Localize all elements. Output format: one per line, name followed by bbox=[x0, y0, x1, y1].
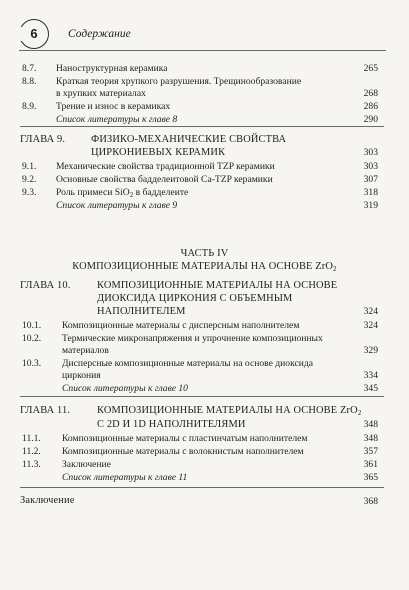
toc-entry-text: Термические микронапряжения и упрочнение композиционных bbox=[62, 333, 323, 344]
toc-entry-num: 11.1. bbox=[22, 433, 41, 444]
chapter-title: ДИОКСИДА ЦИРКОНИЯ С ОБЪЕМНЫМ bbox=[97, 293, 293, 304]
toc-entry-page: 324 bbox=[363, 320, 378, 331]
chapter-label: ГЛАВА 9. bbox=[20, 134, 66, 145]
toc-entry-page: 345 bbox=[363, 383, 378, 394]
page-number: 6 bbox=[30, 26, 38, 41]
toc-entry-text: Дисперсные композиционные материалы на основе диоксида bbox=[62, 358, 314, 369]
toc-entry-page: 318 bbox=[363, 187, 378, 198]
toc-entry-page: 319 bbox=[363, 200, 378, 211]
chapter-title: КОМПОЗИЦИОННЫЕ МАТЕРИАЛЫ НА ОСНОВЕ bbox=[97, 280, 338, 291]
page-number-badge bbox=[19, 19, 49, 49]
chapter-page: 348 bbox=[363, 419, 378, 430]
toc-entry-page: 357 bbox=[363, 446, 378, 457]
chapter-title: ЦИРКОНИЕВЫХ КЕРАМИК bbox=[91, 147, 226, 158]
toc-entry-num: 9.3. bbox=[22, 187, 37, 198]
toc-entry-text: Наноструктурная керамика bbox=[56, 63, 168, 74]
toc-entry-text-cont: циркония bbox=[62, 370, 101, 381]
toc-entry-page: 368 bbox=[363, 496, 378, 507]
toc-entry-text: Трение и износ в керамиках bbox=[56, 101, 171, 112]
part-label: ЧАСТЬ IV bbox=[180, 248, 229, 259]
toc-entry-text-cont: в хрупких материалах bbox=[56, 88, 146, 99]
toc-bibliography: Список литературы к главе 9 bbox=[56, 200, 178, 211]
toc-entry-page: 286 bbox=[363, 101, 378, 112]
toc-entry-text: Композиционные материалы с пластинчатым наполнителем bbox=[62, 433, 308, 444]
toc-entry-text: Краткая теория хрупкого разрушения. Трещинообразование bbox=[56, 76, 302, 87]
header-rule bbox=[19, 50, 386, 51]
toc-entry-page: 303 bbox=[363, 161, 378, 172]
chapter-page: 303 bbox=[363, 147, 378, 158]
running-title: Содержание bbox=[68, 28, 131, 40]
toc-entry-num: 8.8. bbox=[22, 76, 37, 87]
toc-entry-page: 365 bbox=[363, 472, 378, 483]
section-rule bbox=[20, 126, 384, 127]
toc-entry-page: 329 bbox=[363, 345, 378, 356]
toc-entry-page: 361 bbox=[363, 459, 378, 470]
toc-entry-num: 11.3. bbox=[22, 459, 41, 470]
toc-entry-page: 268 bbox=[363, 88, 378, 99]
part-title: КОМПОЗИЦИОННЫЕ МАТЕРИАЛЫ НА ОСНОВЕ ZrO$_2$ bbox=[72, 261, 337, 273]
toc-entry-page: 290 bbox=[363, 114, 378, 125]
chapter-title: КОМПОЗИЦИОННЫЕ МАТЕРИАЛЫ НА ОСНОВЕ ZrO$_2$ bbox=[97, 405, 362, 417]
toc-entry-text: Основные свойства бадделеитовой Ca-TZP керамики bbox=[56, 174, 273, 185]
toc-entry-num: 11.2. bbox=[22, 446, 41, 457]
toc-entry-num: 10.1. bbox=[22, 320, 42, 331]
toc-entry-num: 8.9. bbox=[22, 101, 37, 112]
toc-entry-text-cont: материалов bbox=[62, 345, 109, 356]
conclusion-label: Заключение bbox=[20, 495, 75, 506]
section-rule bbox=[20, 487, 384, 488]
chapter-label: ГЛАВА 11. bbox=[20, 405, 71, 416]
toc-entry-page: 265 bbox=[363, 63, 378, 74]
chapter-title: НАПОЛНИТЕЛЕМ bbox=[97, 306, 186, 317]
chapter-title: ФИЗИКО-МЕХАНИЧЕСКИЕ СВОЙСТВА bbox=[91, 134, 287, 145]
toc-entry-page: 307 bbox=[363, 174, 378, 185]
toc-entry-page: 334 bbox=[363, 370, 378, 381]
toc-entry-num: 8.7. bbox=[22, 63, 37, 74]
section-rule bbox=[20, 396, 384, 397]
toc-bibliography: Список литературы к главе 11 bbox=[62, 472, 188, 483]
chapter-page: 324 bbox=[363, 306, 378, 317]
toc-entry-text: Роль примеси SiO$_2$ в бадделеите bbox=[56, 187, 189, 199]
toc-bibliography: Список литературы к главе 10 bbox=[62, 383, 188, 394]
toc-entry-num: 10.3. bbox=[22, 358, 42, 369]
toc-entry-num: 10.2. bbox=[22, 333, 42, 344]
toc-entry-text: Механические свойства традиционной TZP керамики bbox=[56, 161, 275, 172]
toc-entry-page: 348 bbox=[363, 433, 378, 444]
toc-entry-text: Композиционные материалы с волокнистым наполнителем bbox=[62, 446, 304, 457]
chapter-label: ГЛАВА 10. bbox=[20, 280, 71, 291]
toc-entry-num: 9.1. bbox=[22, 161, 37, 172]
toc-entry-text: Заключение bbox=[62, 459, 111, 470]
toc-bibliography: Список литературы к главе 8 bbox=[56, 114, 178, 125]
chapter-title: С 2D И 1D НАПОЛНИТЕЛЯМИ bbox=[97, 419, 246, 430]
toc-entry-text: Композиционные материалы с дисперсным наполнителем bbox=[62, 320, 300, 331]
toc-entry-num: 9.2. bbox=[22, 174, 37, 185]
